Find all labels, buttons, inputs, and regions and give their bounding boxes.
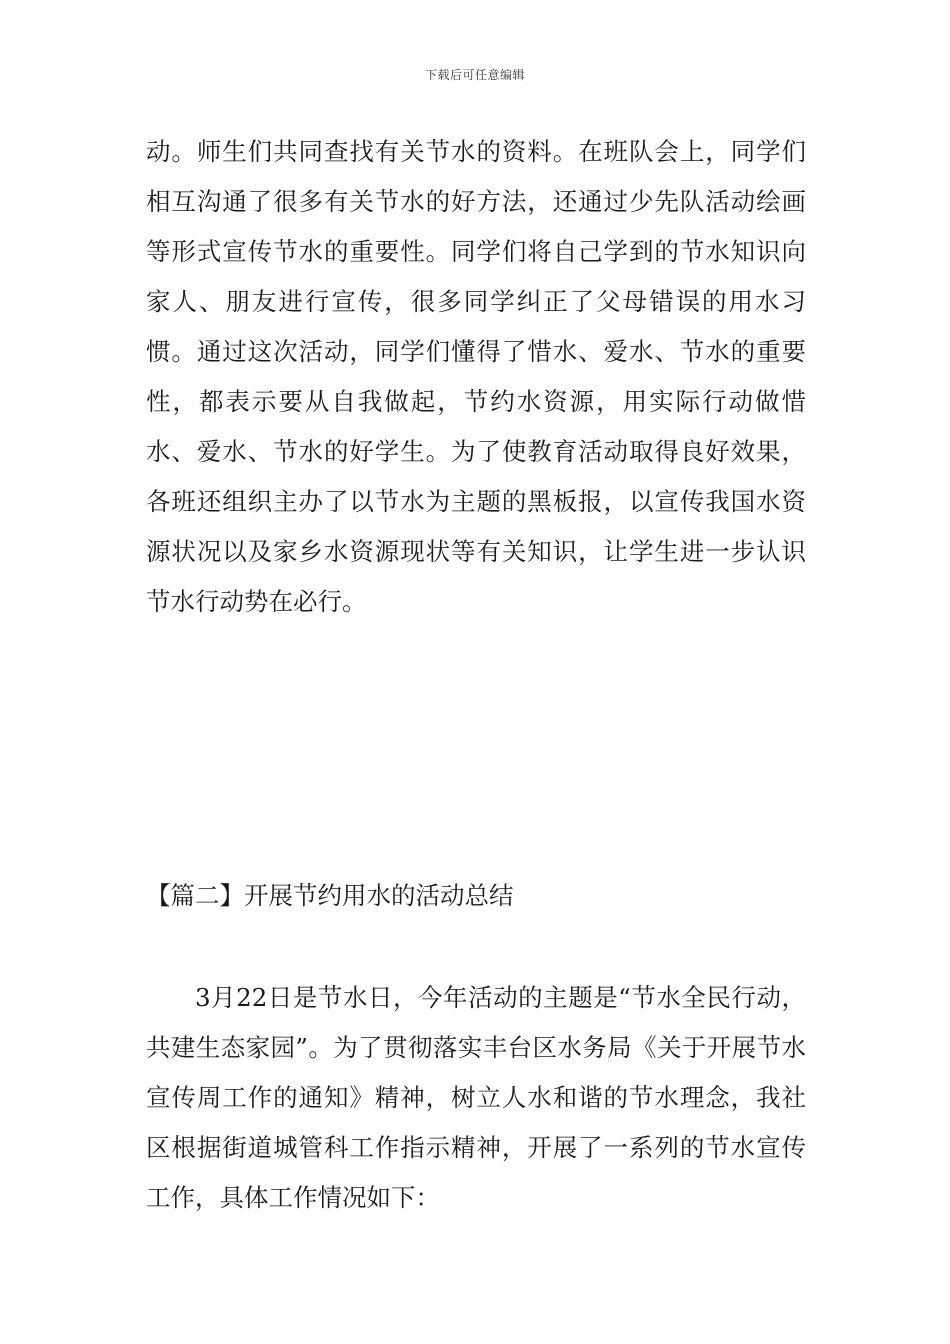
body-paragraph-2: 3月22日是节水日，今年活动的主题是“节水全民行动，共建生态家园”。为了贯彻落实丰台区水务局《关于开展节水宣传周工作的通知》精神，树立人水和谐的节水理念，我社区根据街道城管科工作指示精神，开展了一系列的节水宣传工作，具体工作情况如下： [146,983,806,1212]
page-header-note: 下载后可任意编辑 [424,68,525,82]
section-title: 【篇二】开展节约用水的活动总结 [146,881,514,910]
body-paragraph-1: 动。师生们共同查找有关节水的资料。在班队会上，同学们相互沟通了很多有关节水的好方法，还通过少先队活动绘画等形式宣传节水的重要性。同学们将自己学到的节水知识向家人、朋友进行宣传，很多同学纠正了父母错误的用水习惯。通过这次活动，同学们懂得了惜水、爱水、节水的重要性，都表示要从自我做起，节约水资源，用实际行动做惜水、爱水、节水的好学生。为了使教育活动取得良好效果，各班还组织主办了以节水为主题的黑板报，以宣传我国水资源状况以及家乡水资源现状等有关知识，让学生进一步认识节水行动势在必行。 [146,137,806,616]
